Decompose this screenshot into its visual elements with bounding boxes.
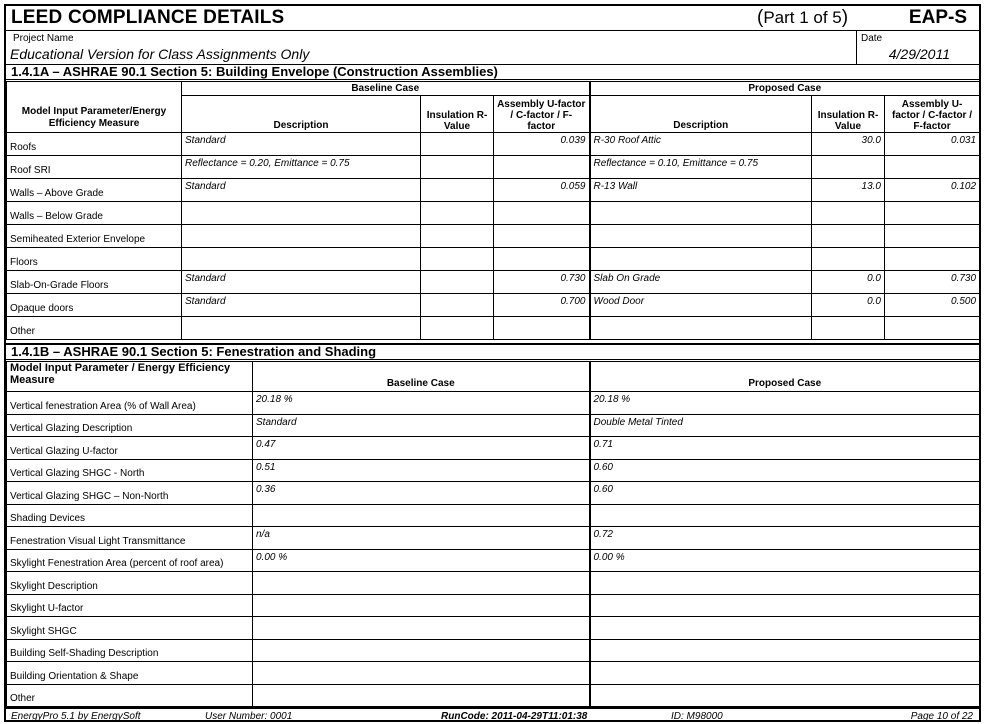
table-row — [7, 617, 980, 640]
proposed-value: 0.72 — [590, 527, 980, 550]
proposed-ufactor: 0.102 — [885, 179, 980, 202]
proposed-rvalue — [812, 225, 885, 248]
proposed-value — [590, 662, 980, 685]
baseline-rvalue — [421, 225, 494, 248]
table-row — [7, 549, 980, 572]
footer-runcode: RunCode: 2011-04-29T11:01:38 — [441, 711, 588, 722]
proposed-value — [590, 572, 980, 595]
date-value: 4/29/2011 — [888, 46, 950, 62]
footer-software: EnergyPro 5.1 by EnergySoft — [11, 711, 141, 722]
row-label: Walls – Below Grade — [7, 202, 182, 225]
baseline-value — [253, 684, 590, 707]
table-row — [7, 459, 980, 482]
table-row — [7, 572, 980, 595]
project-info — [6, 31, 979, 65]
row-label: Skylight U-factor — [7, 594, 253, 617]
proposed-value: 0.60 — [590, 482, 980, 505]
table-row — [7, 271, 980, 294]
baseline-value: Standard — [253, 414, 590, 437]
proposed-description: Reflectance = 0.10, Emittance = 0.75 — [590, 156, 812, 179]
table-row — [7, 225, 980, 248]
proposed-rvalue-header: Insulation R-Value — [812, 96, 885, 133]
row-label: Vertical Glazing U-factor — [7, 437, 253, 460]
proposed-value — [590, 504, 980, 527]
row-label: Shading Devices — [7, 504, 253, 527]
proposed-value — [590, 684, 980, 707]
table-row — [7, 156, 980, 179]
baseline-ufactor: 0.059 — [494, 179, 590, 202]
baseline-rvalue-header: Insulation R-Value — [421, 96, 494, 133]
table-row — [7, 248, 980, 271]
baseline-description — [182, 248, 421, 271]
proposed-value: 0.71 — [590, 437, 980, 460]
baseline-ufactor — [494, 317, 590, 340]
proposed-rvalue — [812, 202, 885, 225]
project-name-value: Educational Version for Class Assignments Only — [10, 46, 310, 62]
baseline-rvalue — [421, 294, 494, 317]
proposed-rvalue — [812, 156, 885, 179]
footer-user: User Number: 0001 — [205, 711, 293, 722]
section-a-title: 1.4.1A – ASHRAE 90.1 Section 5: Building Envelope (Construction Assemblies) — [6, 65, 979, 80]
baseline-ufactor-header: Assembly U-factor / C-factor / F-factor — [494, 96, 590, 133]
table-row — [7, 294, 980, 317]
baseline-value — [253, 639, 590, 662]
proposed-rvalue: 13.0 — [812, 179, 885, 202]
proposed-rvalue: 0.0 — [812, 294, 885, 317]
proposed-ufactor-header: Assembly U-factor / C-factor / F-factor — [885, 96, 980, 133]
proposed-value: 0.60 — [590, 459, 980, 482]
proposed-description — [590, 248, 812, 271]
row-label: Vertical Glazing SHGC – Non-North — [7, 482, 253, 505]
proposed-ufactor: 0.730 — [885, 271, 980, 294]
proposed-description: Slab On Grade — [590, 271, 812, 294]
baseline-description: Standard — [182, 133, 421, 156]
baseline-description — [182, 225, 421, 248]
compliance-form — [4, 4, 981, 722]
baseline-description: Reflectance = 0.20, Emittance = 0.75 — [182, 156, 421, 179]
proposed-rvalue: 30.0 — [812, 133, 885, 156]
row-label: Floors — [7, 248, 182, 271]
baseline-value: 0.47 — [253, 437, 590, 460]
proposed-description — [590, 225, 812, 248]
proposed-rvalue — [812, 317, 885, 340]
table-row — [7, 202, 980, 225]
baseline-value: 0.00 % — [253, 549, 590, 572]
fen-baseline-header: Baseline Case — [253, 362, 590, 392]
row-label: Building Self-Shading Description — [7, 639, 253, 662]
baseline-description: Standard — [182, 179, 421, 202]
proposed-ufactor — [885, 225, 980, 248]
row-label: Other — [7, 684, 253, 707]
row-label: Skylight Description — [7, 572, 253, 595]
project-name-label: Project Name — [13, 33, 74, 44]
proposed-description — [590, 202, 812, 225]
table-row — [7, 414, 980, 437]
baseline-rvalue — [421, 248, 494, 271]
baseline-description: Standard — [182, 271, 421, 294]
baseline-ufactor: 0.700 — [494, 294, 590, 317]
baseline-ufactor — [494, 156, 590, 179]
date-label: Date — [861, 33, 883, 44]
row-label: Semiheated Exterior Envelope — [7, 225, 182, 248]
table-row — [7, 684, 980, 707]
baseline-description — [182, 202, 421, 225]
baseline-rvalue — [421, 133, 494, 156]
form-title: LEED COMPLIANCE DETAILS — [11, 7, 285, 28]
table-row — [7, 179, 980, 202]
baseline-rvalue — [421, 156, 494, 179]
row-label: Other — [7, 317, 182, 340]
proposed-description: R-30 Roof Attic — [590, 133, 812, 156]
proposed-rvalue: 0.0 — [812, 271, 885, 294]
proposed-value: Double Metal Tinted — [590, 414, 980, 437]
baseline-rvalue — [421, 179, 494, 202]
baseline-value: 20.18 % — [253, 392, 590, 415]
baseline-value — [253, 504, 590, 527]
baseline-value — [253, 662, 590, 685]
section-b-title: 1.4.1B – ASHRAE 90.1 Section 5: Fenestration and Shading — [6, 343, 979, 360]
form-footer — [6, 707, 979, 722]
row-label: Vertical Glazing Description — [7, 414, 253, 437]
baseline-value: 0.36 — [253, 482, 590, 505]
baseline-ufactor — [494, 225, 590, 248]
row-label: Vertical fenestration Area (% of Wall Area) — [7, 392, 253, 415]
proposed-header: Proposed Case — [590, 82, 980, 96]
row-label: Slab-On-Grade Floors — [7, 271, 182, 294]
baseline-desc-header: Description — [182, 96, 421, 133]
baseline-value: n/a — [253, 527, 590, 550]
fen-proposed-header: Proposed Case — [590, 362, 980, 392]
baseline-value — [253, 617, 590, 640]
proposed-value — [590, 594, 980, 617]
baseline-value — [253, 572, 590, 595]
baseline-ufactor — [494, 202, 590, 225]
row-label: Fenestration Visual Light Transmittance — [7, 527, 253, 550]
table-row — [7, 594, 980, 617]
table-row — [7, 392, 980, 415]
form-code: EAP-S — [908, 7, 967, 28]
row-label: Skylight Fenestration Area (percent of roof area) — [7, 549, 253, 572]
row-label: Walls – Above Grade — [7, 179, 182, 202]
baseline-header: Baseline Case — [182, 82, 590, 96]
baseline-value: 0.51 — [253, 459, 590, 482]
proposed-value — [590, 639, 980, 662]
table-row — [7, 133, 980, 156]
baseline-ufactor: 0.730 — [494, 271, 590, 294]
param-header: Model Input Parameter/Energy Efficiency Measure — [7, 82, 182, 133]
table-row — [7, 527, 980, 550]
baseline-description: Standard — [182, 294, 421, 317]
part-indicator: (Part 1 of 5) — [757, 7, 849, 28]
baseline-rvalue — [421, 317, 494, 340]
baseline-value — [253, 594, 590, 617]
table-row — [7, 437, 980, 460]
proposed-description: R-13 Wall — [590, 179, 812, 202]
table-row — [7, 639, 980, 662]
table-row — [7, 662, 980, 685]
row-label: Vertical Glazing SHGC - North — [7, 459, 253, 482]
date-box — [856, 31, 980, 64]
proposed-ufactor — [885, 156, 980, 179]
row-label: Roof SRI — [7, 156, 182, 179]
baseline-rvalue — [421, 202, 494, 225]
fen-param-header: Model Input Parameter / Energy Efficiency Measure — [7, 362, 253, 392]
baseline-ufactor: 0.039 — [494, 133, 590, 156]
fenestration-table — [6, 361, 980, 707]
proposed-rvalue — [812, 248, 885, 271]
proposed-value: 20.18 % — [590, 392, 980, 415]
proposed-description: Wood Door — [590, 294, 812, 317]
proposed-ufactor: 0.500 — [885, 294, 980, 317]
baseline-rvalue — [421, 271, 494, 294]
proposed-ufactor — [885, 248, 980, 271]
footer-id: ID: M98000 — [671, 711, 723, 722]
row-label: Building Orientation & Shape — [7, 662, 253, 685]
proposed-ufactor — [885, 202, 980, 225]
baseline-description — [182, 317, 421, 340]
table-row — [7, 504, 980, 527]
proposed-value: 0.00 % — [590, 549, 980, 572]
footer-page: Page 10 of 22 — [910, 711, 973, 722]
table-row — [7, 482, 980, 505]
row-label: Skylight SHGC — [7, 617, 253, 640]
table-row — [7, 317, 980, 340]
row-label: Opaque doors — [7, 294, 182, 317]
envelope-table — [6, 81, 980, 340]
proposed-ufactor: 0.031 — [885, 133, 980, 156]
proposed-desc-header: Description — [590, 96, 812, 133]
baseline-ufactor — [494, 248, 590, 271]
row-label: Roofs — [7, 133, 182, 156]
proposed-ufactor — [885, 317, 980, 340]
proposed-value — [590, 617, 980, 640]
form-header — [6, 6, 979, 31]
proposed-description — [590, 317, 812, 340]
